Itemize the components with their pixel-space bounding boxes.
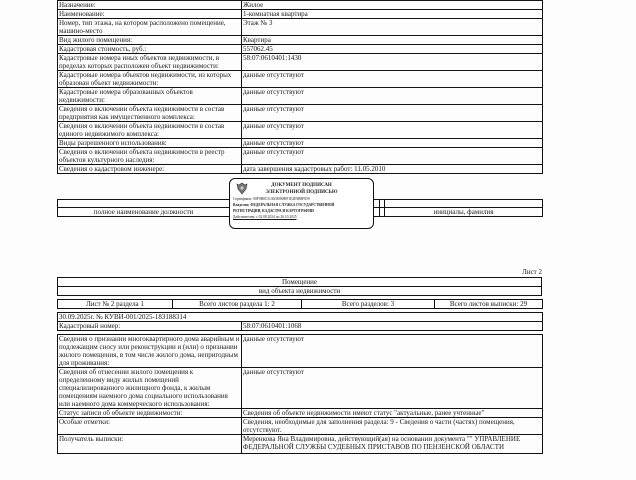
section-sheet-count: Всего листов раздела 1: 2 [173, 300, 302, 309]
row-value: 58:07:0610401:1430 [242, 54, 543, 71]
row-value: данные отсутствуют [242, 139, 543, 148]
sheet-label: Лист 2 [522, 268, 542, 276]
table-row [58, 105, 543, 122]
coat-of-arms-icon [236, 182, 248, 195]
total-sheet-count: Всего листов выписки: 29 [435, 300, 543, 309]
sheet-number: Лист № 2 раздела 1 [58, 300, 173, 309]
row-value: Квартира [242, 36, 543, 45]
object-type-caption: вид объекта недвижимости [58, 287, 542, 296]
row-value: данные отсутствуют [242, 88, 543, 105]
row-value: Меренкова Яна Владимировна, действующий(ая) на основании документа "" УПРАВЛЕНИЕ ФЕДЕРАЛЬНОЙ СЛУЖБЫ СУДЕБНЫХ ПРИСТАВОВ ПО ПЕНЗЕНСКОЙ ОБЛАСТИ [242, 435, 543, 454]
table-row [58, 1, 543, 10]
row-label: Наименование: [58, 10, 242, 19]
table-row [58, 368, 543, 409]
row-value: 557062.45 [242, 45, 543, 54]
row-label: Сведения о включении объекта недвижимости в состав единого недвижимого комплекса: [58, 122, 242, 139]
row-label: Сведения о включении объекта недвижимости в состав предприятия как имущественного комплекса: [58, 105, 242, 122]
object-type-table [57, 277, 542, 296]
request-table [57, 312, 543, 331]
section-count: Всего разделов: 3 [302, 300, 435, 309]
row-label: Кадастровые номера образованных объектов недвижимости: [58, 88, 242, 105]
row-value: данные отсутствуют [242, 105, 543, 122]
row-value: дата завершения кадастровых работ: 11.05.2010 [242, 165, 543, 174]
table-row [58, 10, 543, 19]
row-label: Вид жилого помещения: [58, 36, 242, 45]
table-row [58, 71, 543, 88]
table-row [58, 139, 543, 148]
table-row [58, 418, 543, 435]
row-value: данные отсутствуют [242, 368, 543, 409]
row-label: Получатель выписки: [58, 435, 242, 454]
table-row [58, 88, 543, 105]
row-label: Сведения об отнесении жилого помещения к определенному виду жилых помещений специализированного жилищного фонда, к жилым помещениям наемного дома социального использования или наемного дома коммерческого использования: [58, 368, 242, 409]
row-label: Сведения о кадастровом инженере: [58, 165, 242, 174]
section1-table [57, 0, 543, 174]
stamp-owner: Владелец: ФЕДЕРАЛЬНАЯ СЛУЖБА ГОСУДАРСТВЕННОЙ [233, 203, 335, 207]
table-row [58, 165, 543, 174]
sheet-meta-table [57, 299, 543, 309]
row-value: данные отсутствуют [242, 71, 543, 88]
position-caption: полное наименование должности [58, 208, 230, 217]
row-label: Сведения о признании многоквартирного дома аварийным и подлежащим сносу или реконструкции и (или) о признании жилого помещения, в том числе жилого дома, непригодным для проживания: [58, 335, 242, 368]
table-row [58, 122, 543, 139]
row-value: 1-комнатная квартира [242, 10, 543, 19]
table-row [58, 409, 543, 418]
table-row [58, 36, 543, 45]
row-value: Сведения, необходимые для заполнения раздела: 9 - Сведения о части (частях) помещения, отсутствуют. [242, 418, 543, 435]
stamp-subtitle: ЭЛЕКТРОННОЙ ПОДПИСЬЮ [265, 190, 338, 195]
row-label: Номер, тип этажа, на котором расположено помещение, машино-место [58, 19, 242, 36]
stamp-validity: Действителен: с 02.08.2024 по 26.10.2025 [233, 215, 297, 219]
electronic-signature-stamp [229, 178, 374, 229]
row-label: Сведения о включении объекта недвижимости в реестр объектов культурного наследия: [58, 148, 242, 165]
table-row [58, 54, 543, 71]
row-label: Назначение: [58, 1, 242, 10]
row-label: Кадастровая стоимость, руб.: [58, 45, 242, 54]
table-row [58, 435, 543, 454]
object-type: Помещение [58, 278, 542, 287]
row-value: данные отсутствуют [242, 122, 543, 139]
request-number: 30.09.2025г. № КУВИ-001/2025-183188314 [58, 313, 543, 322]
cadastral-value: 58:07:0610401:1068 [242, 322, 543, 331]
row-value: Сведения об объекте недвижимости имеют статус "актуальные, ранее учтенные" [242, 409, 543, 418]
table-row [58, 45, 543, 54]
stamp-title: ДОКУМЕНТ ПОДПИСАН [271, 183, 332, 188]
row-value: данные отсутствуют [242, 148, 543, 165]
name-caption: инициалы, фамилия [385, 208, 543, 217]
section2-table [57, 334, 543, 454]
table-row [58, 148, 543, 165]
stamp-owner-2: РЕГИСТРАЦИИ, КАДАСТРА И КАРТОГРАФИИ [233, 209, 314, 213]
row-value: Этаж № 3 [242, 19, 543, 36]
stamp-certificate: Сертификат: 00F9B0C51A65E8689F1E2E9B8F859 [233, 197, 310, 201]
row-value: данные отсутствуют [242, 335, 543, 368]
table-row [58, 335, 543, 368]
row-label: Кадастровые номера объектов недвижимости, из которых образован объект недвижимости: [58, 71, 242, 88]
row-label: Виды разрешенного использования: [58, 139, 242, 148]
table-row [58, 19, 543, 36]
signature-block [57, 178, 542, 230]
row-label: Кадастровые номера иных объектов недвижимости, в пределах которых расположен объект недвижимости: [58, 54, 242, 71]
row-value: Жилое [242, 1, 543, 10]
row-label: Особые отметки: [58, 418, 242, 435]
cadastral-label: Кадастровый номер: [58, 322, 242, 331]
row-label: Статус записи об объекте недвижимости: [58, 409, 242, 418]
